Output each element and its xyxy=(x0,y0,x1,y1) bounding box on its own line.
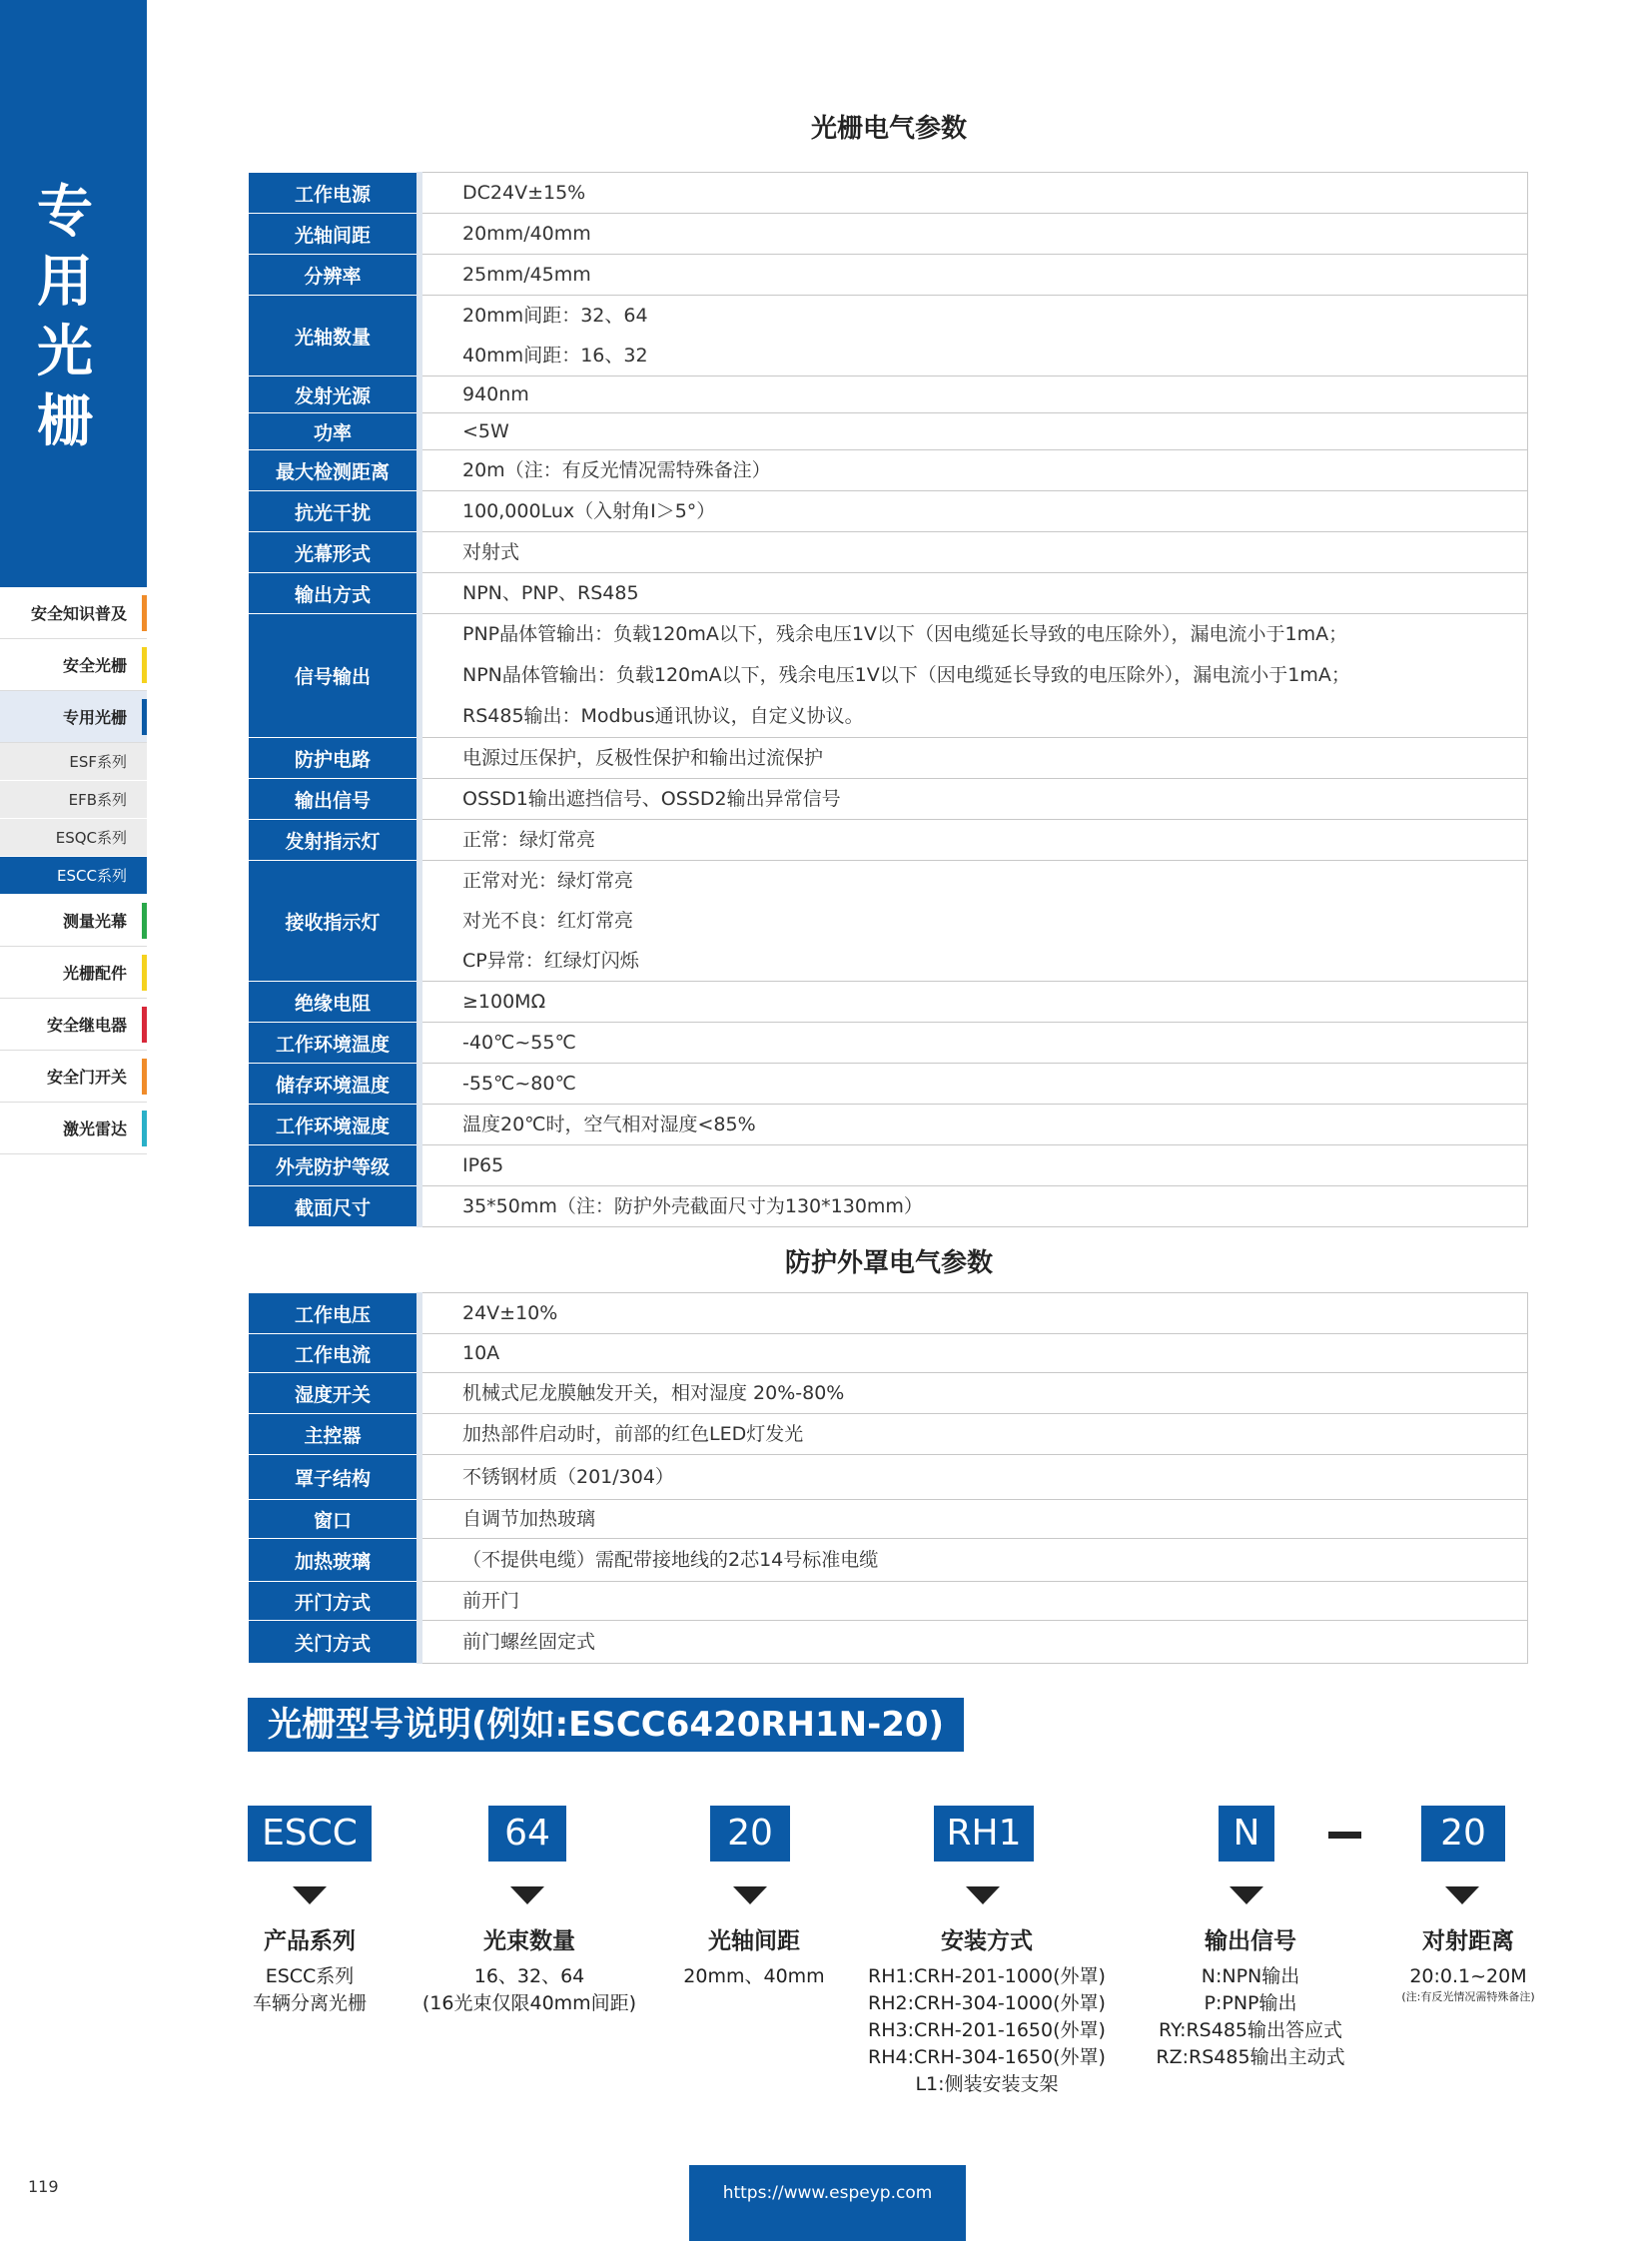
sidebar-item-accessories[interactable] xyxy=(0,947,147,999)
param-row xyxy=(249,1500,1528,1539)
param-row xyxy=(249,1582,1528,1621)
param-value xyxy=(419,376,1528,413)
col-line: 车辆分离光栅 xyxy=(252,1992,367,2014)
sidebar-item-label: 光栅配件 xyxy=(62,964,127,983)
param-row xyxy=(249,1105,1528,1145)
param-name: 关门方式 xyxy=(249,1621,420,1664)
param-row xyxy=(249,491,1528,532)
param-value-line: 940nm xyxy=(462,383,529,405)
sidebar-item-measuring-curtain[interactable] xyxy=(0,895,147,947)
sidebar-item-label: 激光雷达 xyxy=(62,1120,127,1138)
arrow-down-icon xyxy=(293,1886,327,1904)
sidebar-title-char: 栅 xyxy=(37,389,93,454)
param-value xyxy=(419,779,1528,820)
param-value xyxy=(419,173,1528,214)
param-name: 抗光干扰 xyxy=(249,491,420,532)
col-line: RZ:RS485输出主动式 xyxy=(1156,2046,1345,2068)
param-value xyxy=(419,1145,1528,1186)
arrow-down-icon xyxy=(1445,1886,1479,1904)
param-row xyxy=(249,296,1528,376)
param-value xyxy=(419,982,1528,1023)
param-name: 窗口 xyxy=(249,1500,420,1539)
sidebar-item-label: 测量光幕 xyxy=(62,912,127,931)
param-row xyxy=(249,779,1528,820)
sidebar-subitem-efb[interactable] xyxy=(0,781,147,819)
arrow-down-icon xyxy=(1230,1886,1263,1904)
param-value xyxy=(419,1500,1528,1539)
code-box-series: ESCC xyxy=(248,1806,372,1862)
model-col-series xyxy=(220,1922,400,2017)
param-value-line: 20mm间距：32、64 xyxy=(462,305,648,327)
param-row xyxy=(249,376,1528,413)
param-value-line: 正常：绿灯常亮 xyxy=(462,829,596,851)
param-row xyxy=(249,1621,1528,1664)
param-value xyxy=(419,1293,1528,1334)
param-row xyxy=(249,1186,1528,1227)
param-value xyxy=(419,861,1528,982)
sidebar-title-char: 专 xyxy=(37,180,93,245)
param-value xyxy=(419,1105,1528,1145)
param-row xyxy=(249,573,1528,614)
col-line: RH3:CRH-201-1650(外罩) xyxy=(868,2019,1106,2041)
sidebar-title-char: 光 xyxy=(37,320,93,384)
param-value xyxy=(419,1414,1528,1455)
sidebar-subitem-escc[interactable] xyxy=(0,857,147,895)
sidebar-title-char: 用 xyxy=(37,250,93,315)
param-row xyxy=(249,1539,1528,1582)
model-col-spacing xyxy=(659,1922,849,1990)
color-mark xyxy=(142,955,147,991)
param-name: 功率 xyxy=(249,413,420,450)
param-value-line: CP异常：红绿灯闪烁 xyxy=(462,950,639,972)
param-value-line: RS485输出：Modbus通讯协议，自定义协议。 xyxy=(462,705,864,727)
param-value-line: 对光不良：红灯常亮 xyxy=(462,910,634,932)
param-value-line: 对射式 xyxy=(462,541,520,563)
color-mark xyxy=(142,1059,147,1095)
electrical-params-table xyxy=(248,172,1528,1227)
sidebar-item-label: 专用光栅 xyxy=(62,708,127,727)
sidebar-subitem-label: ESF系列 xyxy=(69,753,127,771)
param-value xyxy=(419,296,1528,376)
enclosure-params-table xyxy=(248,1292,1528,1664)
dash-separator xyxy=(1328,1832,1361,1839)
model-col-output xyxy=(1129,1922,1372,2071)
col-title: 输出信号 xyxy=(1205,1928,1296,1954)
sidebar-item-label: 安全继电器 xyxy=(46,1016,127,1035)
param-row xyxy=(249,614,1528,738)
model-banner: 光栅型号说明(例如:ESCC6420RH1N-20) xyxy=(248,1698,964,1752)
param-row xyxy=(249,413,1528,450)
code-box-mount: RH1 xyxy=(934,1806,1034,1862)
param-name: 开门方式 xyxy=(249,1582,420,1621)
col-line: RH4:CRH-304-1650(外罩) xyxy=(868,2046,1106,2068)
col-title: 光束数量 xyxy=(483,1928,575,1954)
param-name: 发射指示灯 xyxy=(249,820,420,861)
param-value xyxy=(419,1186,1528,1227)
param-name: 光幕形式 xyxy=(249,532,420,573)
param-value-line: 机械式尼龙膜触发开关，相对湿度 20%-80% xyxy=(462,1382,845,1404)
param-name: 接收指示灯 xyxy=(249,861,420,982)
param-name: 储存环境温度 xyxy=(249,1064,420,1105)
col-line: 20:0.1~20M xyxy=(1409,1965,1527,1987)
param-row xyxy=(249,1334,1528,1373)
param-name: 最大检测距离 xyxy=(249,450,420,491)
param-value-line: -40℃~55℃ xyxy=(462,1032,576,1054)
param-value xyxy=(419,1621,1528,1664)
param-name: 工作环境湿度 xyxy=(249,1105,420,1145)
sidebar-item-door-switch[interactable] xyxy=(0,1051,147,1103)
param-value xyxy=(419,1334,1528,1373)
sidebar-subitem-label: EFB系列 xyxy=(68,791,127,809)
param-value-line: 正常对光：绿灯常亮 xyxy=(462,870,634,892)
sidebar-subitem-esqc[interactable] xyxy=(0,819,147,857)
param-value-line: 100,000Lux（入射角I＞5°） xyxy=(462,500,716,522)
param-value-line: DC24V±15% xyxy=(462,182,586,204)
param-value xyxy=(419,1582,1528,1621)
code-box-distance: 20 xyxy=(1421,1806,1505,1862)
param-value xyxy=(419,214,1528,255)
param-value xyxy=(419,1455,1528,1500)
param-value-line: NPN晶体管输出：负载120mA以下，残余电压1V以下（因电缆延长导致的电压除外），漏电流小于1mA； xyxy=(462,664,1350,686)
param-name: 罩子结构 xyxy=(249,1455,420,1500)
col-line: ESCC系列 xyxy=(265,1965,355,1987)
param-row xyxy=(249,820,1528,861)
param-value xyxy=(419,1064,1528,1105)
param-name: 加热玻璃 xyxy=(249,1539,420,1582)
param-value xyxy=(419,1373,1528,1414)
col-title: 对射距离 xyxy=(1422,1928,1514,1954)
param-value-line: 40mm间距：16、32 xyxy=(462,345,648,367)
col-line: RY:RS485输出答应式 xyxy=(1159,2019,1342,2041)
param-name: 工作电流 xyxy=(249,1334,420,1373)
param-value-line: 不锈钢材质（201/304） xyxy=(462,1466,674,1488)
arrow-down-icon xyxy=(966,1886,1000,1904)
col-line: RH2:CRH-304-1000(外罩) xyxy=(868,1992,1106,2014)
param-row xyxy=(249,1023,1528,1064)
param-value xyxy=(419,738,1528,779)
param-row xyxy=(249,982,1528,1023)
param-name: 光轴间距 xyxy=(249,214,420,255)
col-note: (注:有反光情况需特殊备注) xyxy=(1401,1990,1535,2003)
section-title-enclosure: 防护外罩电气参数 xyxy=(784,1248,993,1278)
color-mark xyxy=(142,699,147,735)
sidebar-item-lidar[interactable] xyxy=(0,1103,147,1154)
col-line: (16光束仅限40mm间距) xyxy=(421,1992,637,2014)
model-col-mount xyxy=(857,1922,1117,2098)
param-value-line: 35*50mm（注：防护外壳截面尺寸为130*130mm） xyxy=(462,1195,923,1217)
website-link[interactable]: https://www.espeyp.com xyxy=(689,2165,966,2241)
sidebar-title xyxy=(0,178,130,457)
param-value-line: -55℃~80℃ xyxy=(462,1073,576,1095)
param-value-line: 电源过压保护，反极性保护和输出过流保护 xyxy=(462,747,824,769)
arrow-down-icon xyxy=(733,1886,767,1904)
param-value xyxy=(419,1539,1528,1582)
param-value-line: 前开门 xyxy=(462,1590,520,1612)
sidebar-item-special-light-curtain[interactable] xyxy=(0,691,147,743)
param-row xyxy=(249,1455,1528,1500)
param-value-line: 前门螺丝固定式 xyxy=(462,1631,596,1653)
sidebar-banner xyxy=(0,0,147,587)
param-value xyxy=(419,1023,1528,1064)
param-value-line: 20m（注：有反光情况需特殊备注） xyxy=(462,459,771,481)
code-box-spacing: 20 xyxy=(710,1806,790,1862)
param-name: 工作电压 xyxy=(249,1293,420,1334)
param-name: 光轴数量 xyxy=(249,296,420,376)
param-value-line: 24V±10% xyxy=(462,1302,558,1324)
param-value xyxy=(419,573,1528,614)
param-name: 输出方式 xyxy=(249,573,420,614)
param-name: 发射光源 xyxy=(249,376,420,413)
color-mark xyxy=(142,1007,147,1043)
col-line: P:PNP输出 xyxy=(1204,1992,1297,2014)
page-number: 119 xyxy=(28,2177,59,2196)
arrow-down-icon xyxy=(510,1886,544,1904)
param-value-line: 自调节加热玻璃 xyxy=(462,1508,596,1530)
sidebar-item-safety-knowledge[interactable] xyxy=(0,587,147,639)
param-value-line: ≥100MΩ xyxy=(462,991,546,1013)
param-value-line: 25mm/45mm xyxy=(462,264,591,286)
param-value-line: <5W xyxy=(462,420,509,442)
param-name: 工作电源 xyxy=(249,173,420,214)
col-title: 安装方式 xyxy=(941,1928,1033,1954)
sidebar-item-label: 安全光栅 xyxy=(62,656,127,675)
col-line: RH1:CRH-201-1000(外罩) xyxy=(868,1965,1106,1987)
param-row xyxy=(249,1373,1528,1414)
param-value-line: 温度20℃时，空气相对湿度<85% xyxy=(462,1114,756,1135)
param-row xyxy=(249,255,1528,296)
param-value xyxy=(419,255,1528,296)
sidebar-subitem-label: ESQC系列 xyxy=(55,829,127,847)
col-title: 光轴间距 xyxy=(708,1928,800,1954)
model-col-distance xyxy=(1378,1922,1558,2004)
col-title: 产品系列 xyxy=(264,1928,356,1954)
sidebar-subitem-label: ESCC系列 xyxy=(57,867,127,885)
section-title-electrical: 光栅电气参数 xyxy=(810,114,967,144)
param-row xyxy=(249,738,1528,779)
param-value xyxy=(419,614,1528,738)
param-value-line: 加热部件启动时，前部的红色LED灯发光 xyxy=(462,1423,804,1445)
param-name: 外壳防护等级 xyxy=(249,1145,420,1186)
sidebar-subitem-esf[interactable] xyxy=(0,743,147,781)
param-value-line: PNP晶体管输出：负载120mA以下，残余电压1V以下（因电缆延长导致的电压除外），漏电流小于1mA； xyxy=(462,623,1348,645)
model-col-beams xyxy=(408,1922,651,2017)
param-value xyxy=(419,820,1528,861)
col-line: 16、32、64 xyxy=(473,1965,585,1987)
param-row xyxy=(249,861,1528,982)
param-value xyxy=(419,450,1528,491)
param-row xyxy=(249,173,1528,214)
param-value-line: 20mm/40mm xyxy=(462,223,591,245)
color-mark xyxy=(142,1111,147,1146)
param-value xyxy=(419,532,1528,573)
param-name: 信号输出 xyxy=(249,614,420,738)
param-value-line: 10A xyxy=(462,1342,500,1364)
sidebar-item-label: 安全门开关 xyxy=(46,1068,127,1087)
col-line: N:NPN输出 xyxy=(1201,1965,1300,1987)
param-value xyxy=(419,413,1528,450)
param-name: 分辨率 xyxy=(249,255,420,296)
sidebar-item-label: 安全知识普及 xyxy=(30,604,127,623)
param-row xyxy=(249,1064,1528,1105)
param-name: 工作环境温度 xyxy=(249,1023,420,1064)
param-value-line: （不提供电缆）需配带接地线的2芯14号标准电缆 xyxy=(462,1549,879,1571)
color-mark xyxy=(142,647,147,683)
col-line: 20mm、40mm xyxy=(683,1965,825,1987)
param-name: 绝缘电阻 xyxy=(249,982,420,1023)
color-mark xyxy=(142,903,147,939)
param-name: 主控器 xyxy=(249,1414,420,1455)
sidebar-item-safety-relay[interactable] xyxy=(0,999,147,1051)
param-row xyxy=(249,450,1528,491)
param-name: 输出信号 xyxy=(249,779,420,820)
param-row xyxy=(249,214,1528,255)
param-value-line: IP65 xyxy=(462,1154,504,1176)
code-box-beams: 64 xyxy=(488,1806,566,1862)
col-line: L1:侧装安装支架 xyxy=(915,2073,1059,2095)
sidebar-item-safety-light-curtain[interactable] xyxy=(0,639,147,691)
param-row xyxy=(249,1293,1528,1334)
param-value-line: NPN、PNP、RS485 xyxy=(462,582,639,604)
color-mark xyxy=(142,595,147,631)
sidebar-nav xyxy=(0,587,147,1154)
param-name: 截面尺寸 xyxy=(249,1186,420,1227)
param-value xyxy=(419,491,1528,532)
param-value-line: OSSD1输出遮挡信号、OSSD2输出异常信号 xyxy=(462,788,841,810)
param-row xyxy=(249,532,1528,573)
param-name: 防护电路 xyxy=(249,738,420,779)
param-name: 湿度开关 xyxy=(249,1373,420,1414)
param-row xyxy=(249,1145,1528,1186)
code-box-output: N xyxy=(1219,1806,1274,1862)
param-row xyxy=(249,1414,1528,1455)
